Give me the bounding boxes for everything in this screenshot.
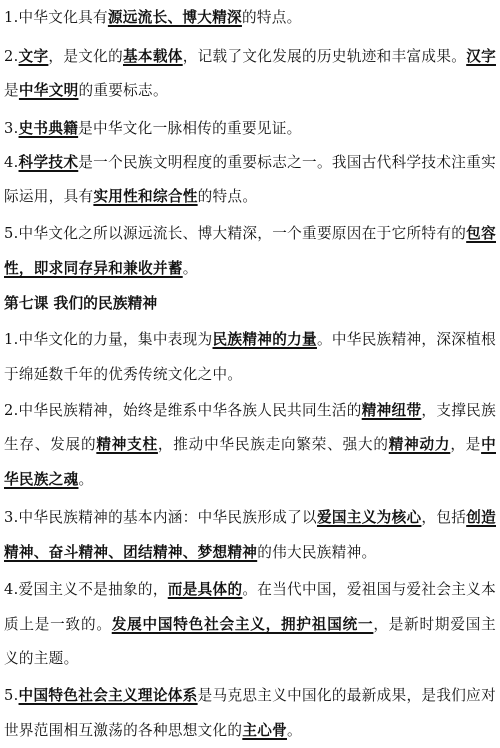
text-line: [4, 577, 496, 603]
text-line: [4, 646, 496, 672]
body-text: 是一个民族文明程度的重要标志之一。我国古代科学技术注重实: [78, 154, 496, 171]
body-text: ，支撑民族: [421, 402, 496, 419]
body-text: 的特点。: [241, 9, 302, 26]
body-text: 的重要标志。: [78, 82, 168, 99]
text-line: [4, 150, 496, 176]
text-line: [4, 116, 496, 142]
keyword-text: 文字: [18, 48, 49, 65]
text-line: [4, 540, 496, 566]
text-line: [4, 44, 496, 70]
body-text: 4.爱国主义不是抽象的，: [4, 581, 168, 598]
keyword-text: 科学技术: [18, 154, 79, 171]
body-text: 质上是一致的。: [4, 616, 112, 633]
body-text: 的伟大民族精神。: [257, 544, 377, 561]
keyword-text: 精神纽带: [361, 402, 422, 419]
keyword-text: 实用性和综合性: [93, 188, 198, 205]
text-line: [4, 683, 496, 709]
keyword-text: 基本载体: [123, 48, 183, 65]
keyword-text: 中: [481, 436, 496, 453]
keyword-text: 源远流长、博大精深: [107, 9, 242, 26]
body-text: 。: [78, 471, 94, 488]
body-text: 2.中华民族精神，始终是维系中华各族人民共同生活的: [4, 402, 362, 419]
keyword-text: 包容: [466, 225, 496, 242]
text-line: [4, 362, 496, 388]
body-text: 义的主题。: [4, 650, 79, 667]
keyword-text: 汉字: [466, 48, 496, 65]
body-text: 1.中华文化的力量，集中表现为: [4, 331, 213, 348]
body-text: 于绵延数千年的优秀传统文化之中。: [4, 366, 243, 383]
text-line: [4, 327, 496, 353]
text-line: [4, 398, 496, 424]
keyword-text: 华民族之魂: [4, 471, 79, 488]
body-text: 生存、发展的: [4, 436, 97, 453]
body-text: 是中华文化一脉相传的重要见证。: [78, 120, 302, 137]
text-line: [4, 505, 496, 531]
keyword-text: 精神动力: [388, 436, 451, 453]
text-line: [4, 78, 496, 104]
body-text: 1.中华文化具有: [4, 9, 108, 26]
keyword-text: 性，即求同存异和兼收并蓄: [4, 260, 183, 277]
keyword-text: 民族精神的力量: [212, 331, 317, 348]
body-text: ，推动中华民族走向繁荣、强大的: [157, 436, 389, 453]
body-text: ，是新时期爱国主: [373, 616, 496, 633]
keyword-text: 中华文明: [18, 82, 79, 99]
body-text: 5.: [4, 687, 19, 704]
text-line: [4, 718, 496, 744]
body-text: 际运用，具有: [4, 188, 94, 205]
keyword-text: 而是具体的: [167, 581, 243, 598]
body-text: 3.中华民族精神的基本内涵：中华民族形成了以: [4, 509, 317, 526]
text-line: [4, 432, 496, 458]
body-text: 5.中华文化之所以源远流长、博大精深，一个重要原因在于它所特有的: [4, 225, 467, 242]
body-text: 。: [182, 260, 198, 277]
keyword-text: 中国特色社会主义理论体系: [18, 687, 198, 704]
body-text: ，是: [450, 436, 482, 453]
text-line: [4, 467, 496, 493]
body-text: 3.: [4, 120, 19, 137]
body-text: 。: [287, 722, 302, 739]
text-line: [4, 256, 496, 282]
body-text: 。在当代中国，爱祖国与爱社会主义本: [242, 581, 496, 598]
keyword-text: 创造: [466, 509, 496, 526]
text-line: [4, 612, 496, 638]
body-text: 。中华民族精神，深深植根: [316, 331, 496, 348]
keyword-text: 主心骨: [242, 722, 287, 739]
keyword-text: 精神支柱: [96, 436, 158, 453]
body-text: ，是文化的: [48, 48, 124, 65]
body-text: 是: [4, 82, 19, 99]
keyword-text: 发展中国特色社会主义，拥护祖国统一: [111, 616, 374, 633]
keyword-text: 爱国主义为核心: [316, 509, 422, 526]
body-text: ，包括: [421, 509, 467, 526]
text-line: [4, 184, 496, 210]
body-text: 世界范围相互激荡的各种思想文化的: [4, 722, 243, 739]
body-text: 2.: [4, 48, 19, 65]
keyword-text: 史书典籍: [18, 120, 79, 137]
text-line: [4, 221, 496, 247]
body-text: 4.: [4, 154, 19, 171]
body-text: 的特点。: [197, 188, 258, 205]
keyword-text: 精神、奋斗精神、团结精神、梦想精神: [4, 544, 258, 561]
body-text: 是马克思主义中国化的最新成果，是我们应对: [197, 687, 496, 704]
body-text: ，记载了文化发展的历史轨迹和丰富成果。: [182, 48, 467, 65]
lesson-heading: 第七课 我们的民族精神: [4, 295, 158, 312]
text-line: [4, 5, 496, 31]
